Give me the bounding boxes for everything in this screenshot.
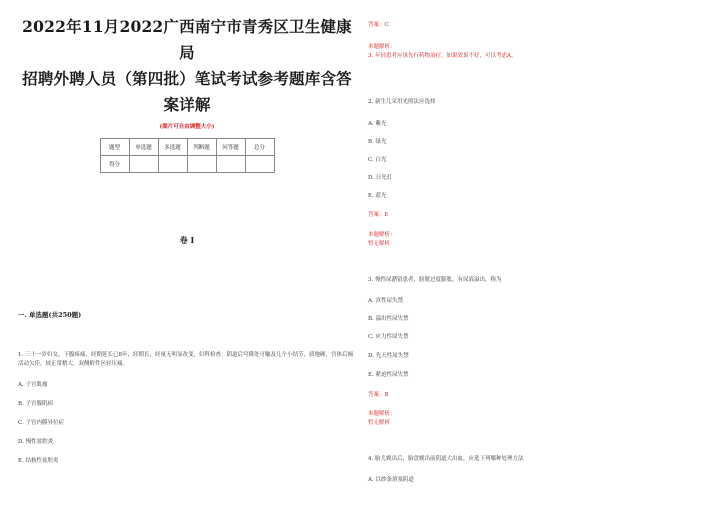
option-c: C. 子宫内膜异位症	[18, 420, 65, 426]
q2-answer: 答案：E	[368, 212, 389, 218]
option-d: D. 慢性盆腔炎	[18, 439, 54, 445]
q3-answer: 答案：B	[368, 392, 389, 398]
question-3-stem: 3. 慢性尿潴留患者，膀胱过度膨胀，有尿液溢出，称为	[368, 277, 502, 283]
q2-analysis-text: 暂无解析	[368, 241, 391, 247]
question-4-stem: 4. 胎儿娩出后，胎盘娩出前阴道大出血，应选下列哪种处理方法	[368, 456, 524, 462]
option-e: E. 结核性盆腔炎	[18, 458, 59, 464]
score-row-label: 得分	[100, 156, 129, 173]
volume-heading: 卷 I	[179, 235, 195, 245]
q3-option-c: C. 应力性尿失禁	[368, 334, 409, 340]
title-line-3: 案详解	[163, 95, 211, 114]
q2-option-b: B. 绿光	[368, 139, 387, 145]
score-cell	[129, 156, 158, 173]
question-2-stem: 2. 新生儿采用光照法应选择	[368, 99, 436, 105]
score-cell	[216, 156, 245, 173]
score-table	[100, 138, 275, 173]
q3-option-b: B. 溢出性尿失禁	[368, 316, 409, 322]
question-stem: 1. 三十一岁妇女，下腹疼痛，经期延长已8年，经期长，经量无明显改变，妇科检查：阴道后穹隆处可触及几个小结节，质地硬，宫体后倾活动欠佳，较正常稍大，双侧附件区轻压痛。	[18, 352, 353, 367]
score-table-score-row	[100, 156, 274, 173]
section-heading: 一. 单选题(共250题)	[18, 311, 82, 319]
q3-option-d: D. 先天性尿失禁	[368, 353, 409, 359]
q3-analysis-text: 暂无解析	[368, 420, 391, 426]
q3-option-e: E. 紧迫性尿失禁	[368, 372, 409, 378]
q3-option-a: A. 真性尿失禁	[368, 298, 403, 304]
score-header-judge: 判断题	[187, 139, 216, 156]
score-cell	[187, 156, 216, 173]
answer-prev: 答案：C	[368, 22, 389, 28]
title-line-1: 2022年11月2022广西南宁市青秀区卫生健康局	[22, 17, 352, 62]
score-header-total: 总分	[245, 139, 274, 156]
document-title	[18, 14, 356, 118]
option-b: B. 子宫腺肌病	[18, 401, 54, 407]
analysis-text-prev: 3. 年轻患者应该先行药物治疗，如果效果不好，可以考虑A。	[368, 53, 517, 59]
score-header-multi: 多选题	[158, 139, 187, 156]
q2-option-c: C. 白光	[368, 157, 387, 163]
score-cell	[245, 156, 274, 173]
title-line-2: 招聘外聘人员（第四批）笔试考试参考题库含答	[22, 69, 352, 88]
q2-option-a: A. 紫光	[368, 121, 387, 127]
q2-option-e: E. 蓝光	[368, 193, 387, 199]
score-table-header-row	[100, 139, 274, 156]
left-column	[18, 14, 356, 464]
q2-analysis-label: 本题解析：	[368, 232, 396, 238]
score-header-type: 题型	[100, 139, 129, 156]
question-1	[18, 351, 356, 464]
option-a: A. 子宫肌瘤	[18, 382, 48, 388]
q2-option-d: D. 日光灯	[368, 175, 393, 181]
score-header-qa: 问答题	[216, 139, 245, 156]
score-cell	[158, 156, 187, 173]
q3-analysis-label: 本题解析：	[368, 411, 396, 417]
analysis-label-prev: 本题解析：	[368, 44, 396, 50]
score-header-single: 单选题	[129, 139, 158, 156]
q4-option-a: A. 以纱条填塞阴道	[368, 477, 414, 483]
image-resize-note: (图片可自由调整大小)	[159, 124, 215, 130]
